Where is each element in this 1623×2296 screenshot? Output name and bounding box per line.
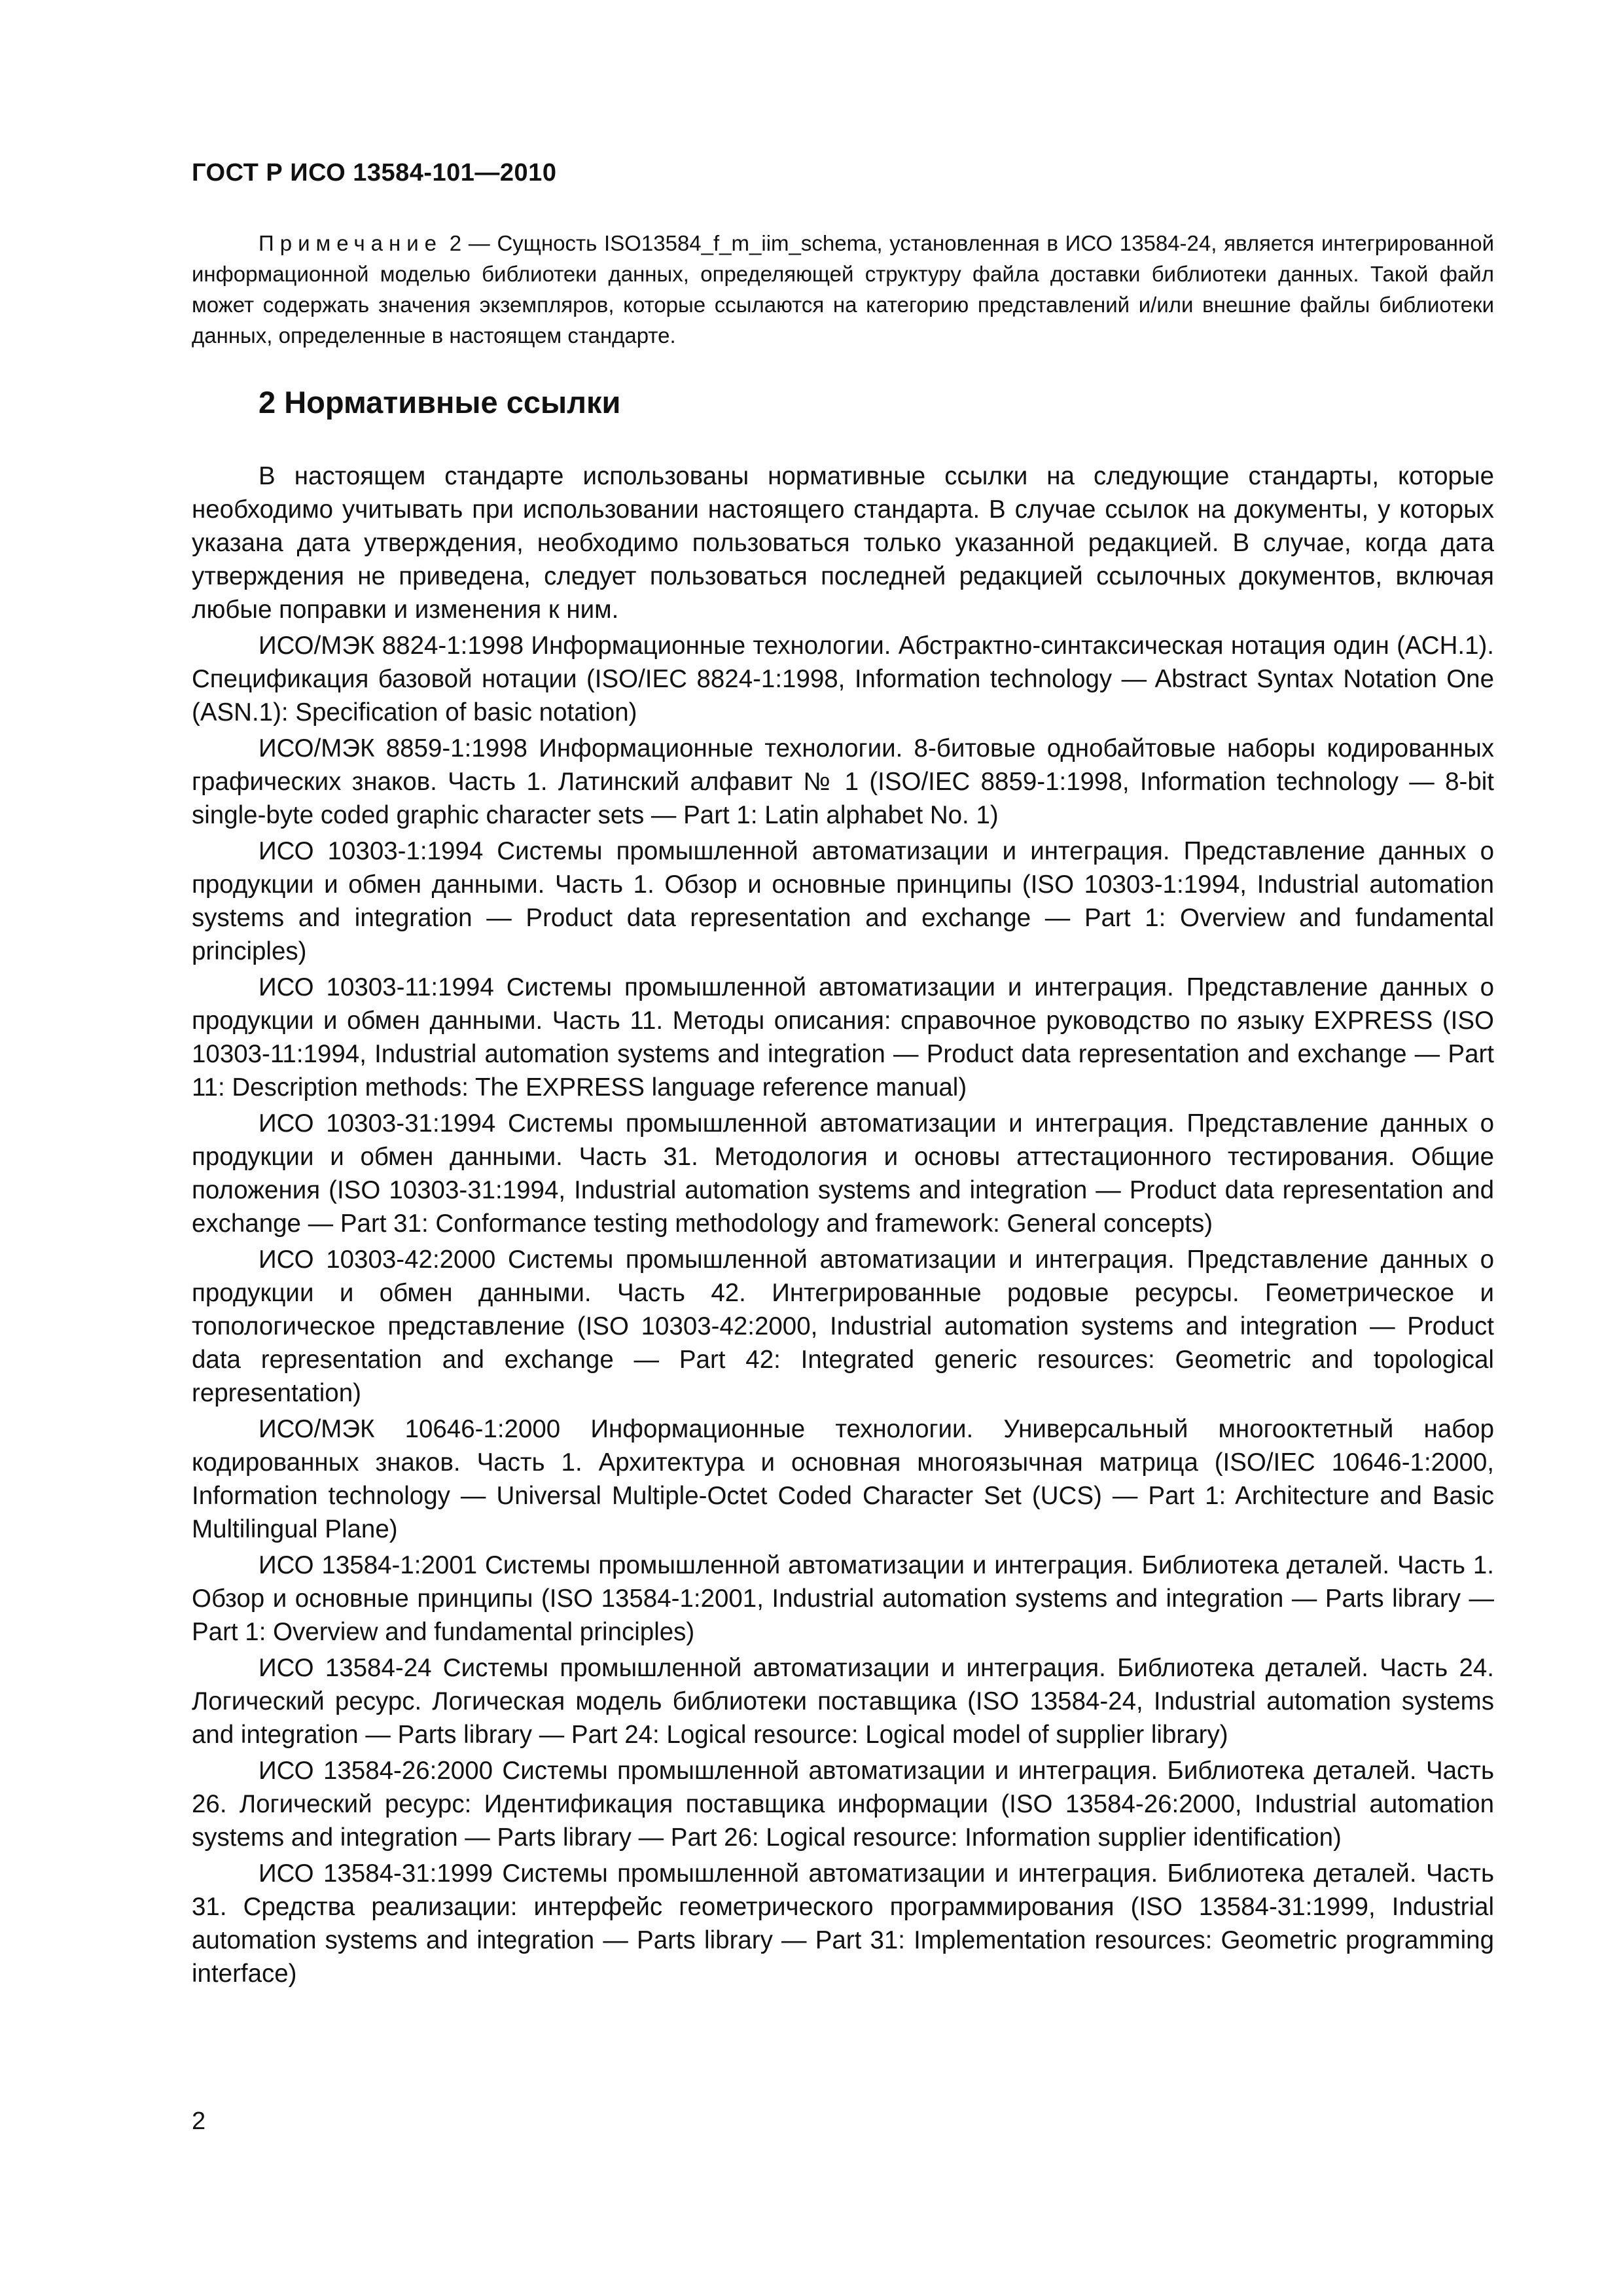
section-body	[192, 459, 1494, 1993]
reference-iso-10303-11: ИСО 10303-11:1994 Системы промышленной автоматизации и интеграция. Представление данных о продукции и обмен данными. Часть 11. Методы описания: справочное руководство по языку EXPRESS (ISO 10303-11:1994, Industrial automation systems and integration — Product data representation and exchange — Part 11: Description methods: The EXPRESS language reference manual)	[192, 973, 1494, 1102]
reference-iso-13584-1: ИСО 13584-1:2001 Системы промышленной автоматизации и интеграция. Библиотека деталей. Часть 1. Обзор и основные принципы (ISO 13584-1:2001, Industrial automation systems and integration — Parts library — Part 1: Overview and fundamental principles)	[192, 1551, 1494, 1646]
paragraph-intro: В настоящем стандарте использованы нормативные ссылки на следующие стандарты, которые необходимо учитывать при использовании настоящего стандарта. В случае ссылок на документы, у которых указана дата утверждения, необходимо пользоваться только указанной редакцией. В случае, когда дата утверждения не приведена, следует пользоваться последней редакцией ссылочных документов, включая любые поправки и изменения к ним.	[192, 462, 1494, 624]
note-text: 2 — Сущность ISO13584_f_m_iim_schema, установленная в ИСО 13584-24, является интегрированной информационной моделью библиотеки данных, определяющей структуру файла доставки библиотеки данных. Такой файл может содержать значения экземпляров, которые ссылаются на категорию представлений и/или внешние файлы библиотеки данных, определенные в настоящем стандарте.	[192, 231, 1494, 348]
reference-iso-13584-31: ИСО 13584-31:1999 Системы промышленной автоматизации и интеграция. Библиотека деталей. Часть 31. Средства реализации: интерфейс геометрического программирования (ISO 13584-31:1999, Industrial automation systems and integration — Parts library — Part 31: Implementation resources: Geometric programming interface)	[192, 1859, 1494, 1988]
reference-iso-13584-26: ИСО 13584-26:2000 Системы промышленной автоматизации и интеграция. Библиотека деталей. Часть 26. Логический ресурс: Идентификация поставщика информации (ISO 13584-26:2000, Industrial automation systems and integration — Parts library — Part 26: Logical resource: Information supplier identification)	[192, 1757, 1494, 1852]
reference-iso-iec-8824-1: ИСО/МЭК 8824-1:1998 Информационные технологии. Абстрактно-синтаксическая нотация один (АСН.1). Спецификация базовой нотации (ISO/IEC 8824-1:1998, Information technology — Abstract Syntax Notation One (ASN.1): Specification of basic notation)	[192, 632, 1494, 726]
note-paragraph	[192, 228, 1494, 351]
reference-iso-iec-8859-1: ИСО/МЭК 8859-1:1998 Информационные технологии. 8-битовые однобайтовые наборы кодированных графических знаков. Часть 1. Латинский алфавит № 1 (ISO/IEC 8859-1:1998, Information technology — 8-bit single-byte coded graphic character sets — Part 1: Latin alphabet No. 1)	[192, 734, 1494, 829]
reference-iso-10303-31: ИСО 10303-31:1994 Системы промышленной автоматизации и интеграция. Представление данных о продукции и обмен данными. Часть 31. Методология и основы аттестационного тестирования. Общие положения (ISO 10303-31:1994, Industrial automation systems and integration — Product data representation and exchange — Part 31: Conformance testing methodology and framework: General concepts)	[192, 1109, 1494, 1238]
reference-iso-10303-42: ИСО 10303-42:2000 Системы промышленной автоматизации и интеграция. Представление данных о продукции и обмен данными. Часть 42. Интегрированные родовые ресурсы. Геометрическое и топологическое представление (ISO 10303-42:2000, Industrial automation systems and integration — Product data representation and exchange — Part 42: Integrated generic resources: Geometric and topological representation)	[192, 1246, 1494, 1407]
reference-iso-iec-10646-1: ИСО/МЭК 10646-1:2000 Информационные технологии. Универсальный многооктетный набор кодированных знаков. Часть 1. Архитектура и основная многоязычная матрица (ISO/IEC 10646-1:2000, Information technology — Universal Multiple-Octet Coded Character Set (UCS) — Part 1: Architecture and Basic Multilingual Plane)	[192, 1415, 1494, 1543]
reference-iso-13584-24: ИСО 13584-24 Системы промышленной автоматизации и интеграция. Библиотека деталей. Часть 24. Логический ресурс. Логическая модель библиотеки поставщика (ISO 13584-24, Industrial automation systems and integration — Parts library — Part 24: Logical resource: Logical model of supplier library)	[192, 1654, 1494, 1749]
note-label: Примечание	[259, 231, 443, 255]
page-number: 2	[192, 2108, 206, 2135]
document-header: ГОСТ Р ИСО 13584-101—2010	[192, 159, 557, 187]
section-title: 2 Нормативные ссылки	[259, 385, 621, 420]
reference-iso-10303-1: ИСО 10303-1:1994 Системы промышленной автоматизации и интеграция. Представление данных о продукции и обмен данными. Часть 1. Обзор и основные принципы (ISO 10303-1:1994, Industrial automation systems and integration — Product data representation and exchange — Part 1: Overview and fundamental principles)	[192, 837, 1494, 965]
